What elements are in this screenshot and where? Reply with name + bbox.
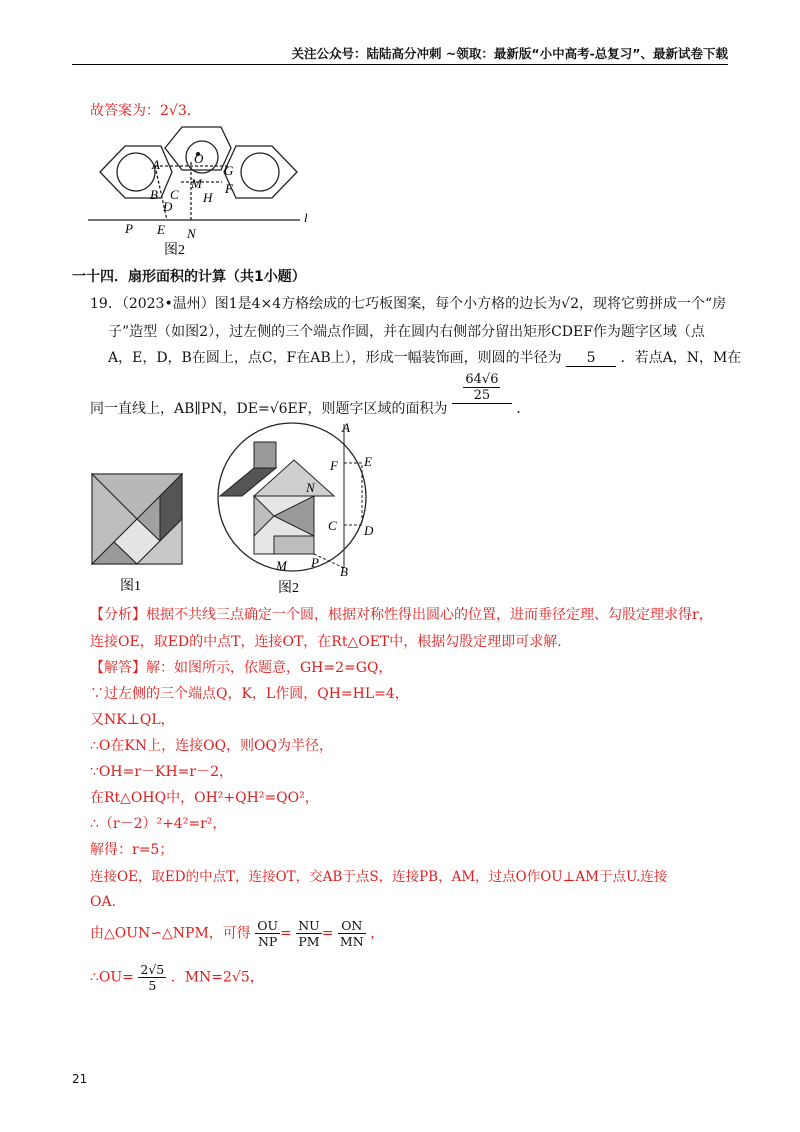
label-B: B [150, 187, 158, 202]
fig1-caption: 图1 [120, 579, 141, 594]
label-E: E [157, 222, 165, 237]
solution-line-4: ∵过左侧的三个端点Q，K，L作圆，QH=HL=4， [90, 686, 409, 702]
label-N: N [187, 226, 196, 241]
label-C: C [328, 518, 337, 533]
label-A: A [152, 157, 160, 172]
page-header: 关注公众号：陆陆高分冲刺 ~领取：最新版“小中高考-总复习”、最新试卷下载 [72, 44, 728, 65]
solution-line-13: 由△OUN∽△NPM，可得 $\frac{OU}{NP}$ = $\frac{NU}{PM}$ = $\frac{ON}{MN}$ ， [90, 918, 385, 949]
question-line-4: 同一直线上，AB∥PN，DE=√6EF，则题字区域的面积为 $\frac{64√6}{25}$ ． [90, 372, 531, 417]
label-O: O [194, 151, 204, 166]
fraction-nu-pm: $\frac{NU}{PM}$ [298, 918, 320, 949]
hexagon-figure [88, 122, 318, 260]
right-hexagon [224, 146, 297, 198]
solution-line-5: 又NK⊥QL， [90, 712, 175, 728]
label-E: E [364, 454, 372, 469]
label-l: l [304, 210, 308, 225]
label-F: F [225, 181, 233, 196]
analysis-line-1: 【分析】根据不共线三点确定一个圆，根据对称性得出圆心的位置，进而垂径定理、勾股定理求得r， [90, 607, 713, 623]
fraction-ou-np: $\frac{OU}{NP}$ [257, 918, 279, 949]
solution-line-9: ∴（r－2）²+4²=r²， [90, 816, 227, 832]
question-line-3: A，E，D，B在圆上，点C，F在AB上），形成一幅装饰画，则圆的半径为 5 ．若点A，N，M在 [108, 350, 742, 366]
solution-line-3: 【解答】解：如图所示，依题意，GH=2=GQ， [90, 660, 393, 676]
label-G: G [224, 163, 234, 178]
label-F: F [330, 458, 338, 473]
solution-line-10: 解得：r=5； [90, 842, 174, 858]
previous-answer: 故答案为：2√3． [90, 103, 201, 119]
solution-line-11: 连接OE，取ED的中点T，连接OT，交AB于点S，连接PB，AM，过点O作OU⊥AM于点U.连接 [90, 869, 668, 885]
label-B: B [340, 564, 348, 579]
question-line-1: 19．（2023•温州）图1是4×4方格绘成的七巧板图案，每个小方格的边长为√2，现将它剪拼成一个“房 [90, 296, 727, 312]
question-line-2: 子”造型（如图2），过左侧的三个端点作圆，并在圆内右侧部分留出矩形CDEF作为题字区域（点 [108, 324, 705, 340]
label-A: A [342, 420, 350, 435]
solution-line-7: ∵OH=r－KH=r－2， [90, 764, 234, 780]
solution-line-6: ∴O在KN上，连接OQ，则OQ为半径， [90, 738, 334, 754]
solution-line-14: ∴OU= $\frac{2√5}{5}$ ．MN=2√5， [90, 962, 264, 993]
right-circle [241, 153, 279, 191]
label-C: C [170, 187, 179, 202]
fig2-caption: 图2 [278, 581, 299, 596]
label-H: H [203, 190, 213, 205]
label-P: P [125, 221, 133, 236]
left-hexagon [100, 146, 172, 198]
label-M: M [191, 176, 202, 191]
answer-blank-2: $\frac{64√6}{25}$ [452, 372, 512, 404]
fig-prev-caption: 图2 [164, 243, 185, 258]
tangram-figure-1 [90, 472, 190, 604]
label-N: N [306, 480, 315, 495]
section-title: 一十四．扇形面积的计算（共1小题） [72, 269, 306, 285]
analysis-line-2: 连接OE，取ED的中点T，连接OT，在Rt△OET中，根据勾股定理即可求解． [90, 634, 572, 650]
page-number: 21 [72, 1072, 88, 1086]
house-circle-figure-2 [216, 420, 386, 596]
solution-line-8: 在Rt△OHQ中，OH²+QH²=QO²， [90, 790, 319, 806]
label-M: M [276, 558, 287, 573]
answer-blank-1: 5 [566, 350, 616, 367]
left-circle [117, 153, 155, 191]
label-D: D [364, 523, 374, 538]
fraction-on-mn: $\frac{ON}{MN}$ [339, 918, 364, 949]
fraction-ou-value: $\frac{2√5}{5}$ [140, 962, 165, 993]
label-P: P [311, 555, 319, 570]
label-D: D [163, 199, 173, 214]
solution-line-12: OA． [90, 894, 126, 910]
